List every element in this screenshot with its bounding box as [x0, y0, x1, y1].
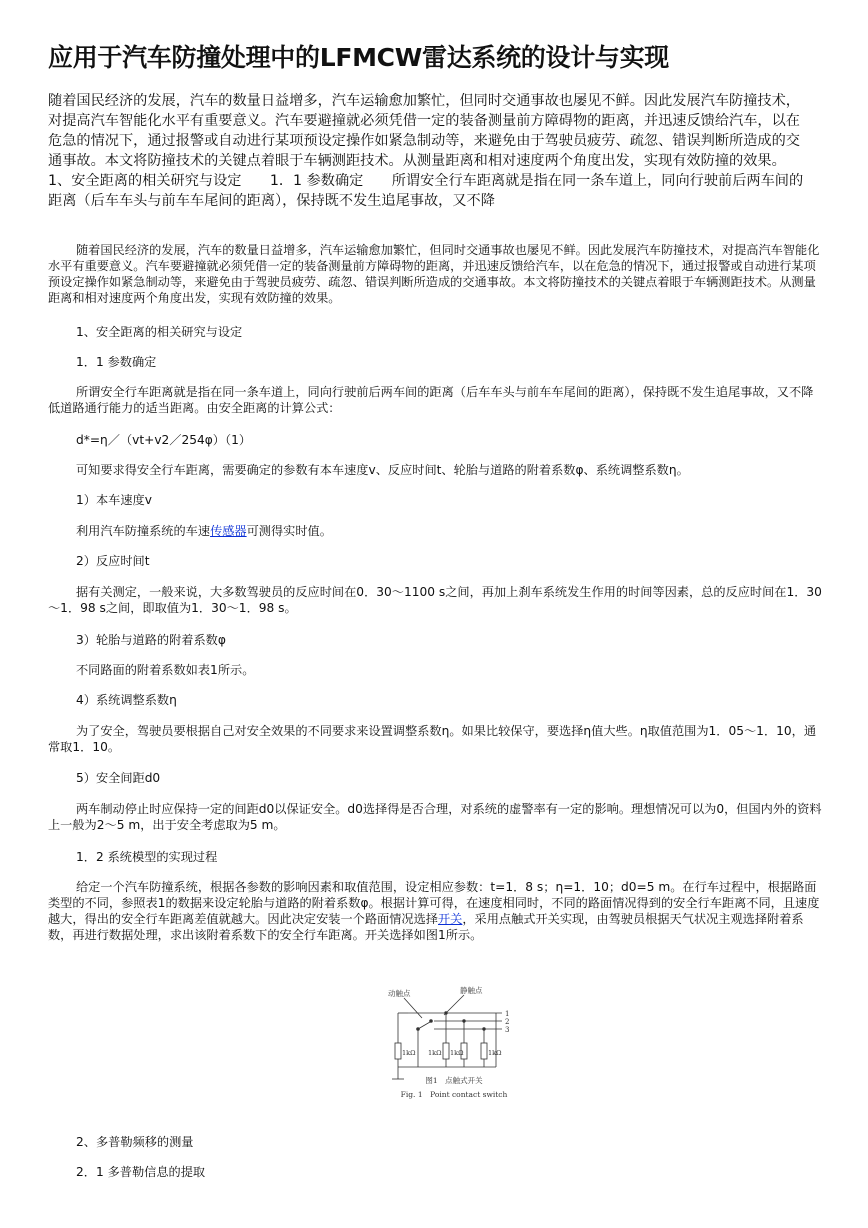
speed-text-before: 利用汽车防撞系统的车速: [76, 524, 211, 538]
adhesion-heading: 3）轮胎与道路的附着系数φ: [76, 633, 226, 647]
article-title: 应用于汽车防撞处理中的LFMCW雷达系统的设计与实现: [48, 43, 670, 72]
reaction-paragraph: 据有关测定，一般来说，大多数驾驶员的反应时间在0．30～1100 s之间，再加上刹车系统发生作用的时间等因素，总的反应时间在1．30～1．98 s之间，即取值为1．30～1．98 s。: [48, 585, 822, 615]
article-summary: 随着国民经济的发展，汽车的数量日益增多，汽车运输愈加繁忙，但同时交通事故也屡见不鲜。因此发展汽车防撞技术，对提高汽车智能化水平有重要意义。汽车要避撞就必须凭借一定的装备测量前方障碍物的距离，并迅速反馈给汽车，以在危急的情况下，通过报警或自动进行某项预设定操作如紧急制动等，来避免由于驾驶员疲劳、疏忽、错误判断所造成的交通事故。本文将防撞技术的关键点着眼于车辆测距技术。从测量距离和相对速度两个角度出发，实现有效防撞的效果。 1、安全距离的相关研究与设定 1．1 参数确定 所谓安全行车距离就是指在同一条车道上，同向行驶前后两车间的距离（后车车头与前车车尾间的距离），保持既不发生追尾事故，又不降: [48, 93, 808, 209]
section-2-heading: 2、多普勒频移的测量: [76, 1135, 194, 1149]
section-1-1-heading: 1．1 参数确定: [76, 355, 157, 369]
node-a: [445, 1012, 448, 1015]
section-2-1-heading: 2．1 多普勒信息的提取: [76, 1165, 206, 1179]
d0-paragraph: 两车制动停止时应保持一定的间距d0以保证安全。d0选择得是否合理，对系统的虚警率有一定的影响。理想情况可以为0，但国内外的资料上一般为2～5 m，出于安全考虑取为5 m。: [48, 802, 822, 832]
res-a-label: 1kΩ: [428, 1049, 442, 1057]
static-contact-label: 静触点: [460, 986, 483, 995]
eta-heading: 4）系统调整系数η: [76, 693, 177, 707]
point-contact-switch-figure: [384, 985, 524, 1103]
res-b-label: 1kΩ: [450, 1049, 464, 1057]
figure-caption-en: Fig. 1 Point contact switch: [400, 1090, 508, 1099]
node-c: [483, 1028, 486, 1031]
resistor-left: [395, 1043, 401, 1059]
definition-paragraph: 所谓安全行车距离就是指在同一条车道上，同向行驶前后两车间的距离（后车车头与前车车尾间的距离），保持既不发生追尾事故，又不降低道路通行能力的适当距离。由安全距离的计算公式：: [48, 385, 814, 415]
moving-contact-leader: [404, 998, 422, 1018]
terminal-2-label: 2: [505, 1018, 510, 1026]
section-1-2-heading: 1．2 系统模型的实现过程: [76, 850, 218, 864]
res-c-label: 1kΩ: [488, 1049, 502, 1057]
terminal-1-label: 1: [505, 1010, 510, 1018]
d0-heading: 5）安全间距d0: [76, 771, 161, 785]
terminal-3-label: 3: [505, 1026, 510, 1034]
formula: d*=η／（vt+v2／254φ）（1）: [76, 433, 252, 447]
model-text-after: ，采用点触式开关实现，由驾驶员根据天气状况主观选择附着系数，再进行数据处理，求出该附着系数下的安全行车距离。开关选择如图1所示。: [48, 912, 804, 942]
model-paragraph: [48, 879, 822, 943]
switch-blade: [418, 1022, 430, 1029]
resistor-c: [481, 1043, 487, 1059]
sensor-link[interactable]: 传感器: [210, 524, 247, 538]
speed-heading: 1）本车速度v: [76, 493, 152, 507]
adhesion-paragraph: 不同路面的附着系数如表1所示。: [76, 663, 255, 677]
params-paragraph: 可知要求得安全行车距离，需要确定的参数有本车速度v、反应时间t、轮胎与道路的附着系数φ、系统调整系数η。: [76, 463, 689, 477]
model-text-before: 给定一个汽车防撞系统，根据各参数的影响因素和取值范围，设定相应参数：t=1．8 s；η=1．10；d0=5 m。在行车过程中，根据路面类型的不同，参照表1的数据来设定轮胎与道路的附着系数φ。根据计算可得，在速度相同时，不同的路面情况得到的安全行车距离不同，且速度越大，得出的安全行车距离差值就越大。因此决定安装一个路面情况选择: [48, 880, 820, 926]
section-1-heading: 1、安全距离的相关研究与设定: [76, 325, 243, 339]
eta-paragraph: 为了安全，驾驶员要根据自己对安全效果的不同要求来设置调整系数η。如果比较保守，要选择η值大些。η取值范围为1．05～1．10，通常取1．10。: [48, 724, 817, 754]
switch-contact: [430, 1020, 433, 1023]
resistor-a: [443, 1043, 449, 1059]
speed-paragraph: [76, 523, 332, 539]
intro-paragraph: 随着国民经济的发展，汽车的数量日益增多，汽车运输愈加繁忙，但同时交通事故也屡见不鲜。因此发展汽车防撞技术，对提高汽车智能化水平有重要意义。汽车要避撞就必须凭借一定的装备测量前方障碍物的距离，并迅速反馈给汽车，以在危急的情况下，通过报警或自动进行某项预设定操作如紧急制动等，来避免由于驾驶员疲劳、疏忽、错误判断所造成的交通事故。本文将防撞技术的关键点着眼于车辆测距技术。从测量距离和相对速度两个角度出发，实现有效防撞的效果。: [48, 243, 820, 305]
speed-text-after: 可测得实时值。: [246, 524, 332, 538]
moving-contact-label: 动触点: [388, 989, 411, 998]
reaction-heading: 2）反应时间t: [76, 554, 150, 568]
figure-caption-cn: 图1 点触式开关: [425, 1076, 483, 1085]
switch-link[interactable]: 开关: [438, 912, 463, 926]
res-left-label: 1kΩ: [402, 1049, 416, 1057]
node-b: [463, 1020, 466, 1023]
